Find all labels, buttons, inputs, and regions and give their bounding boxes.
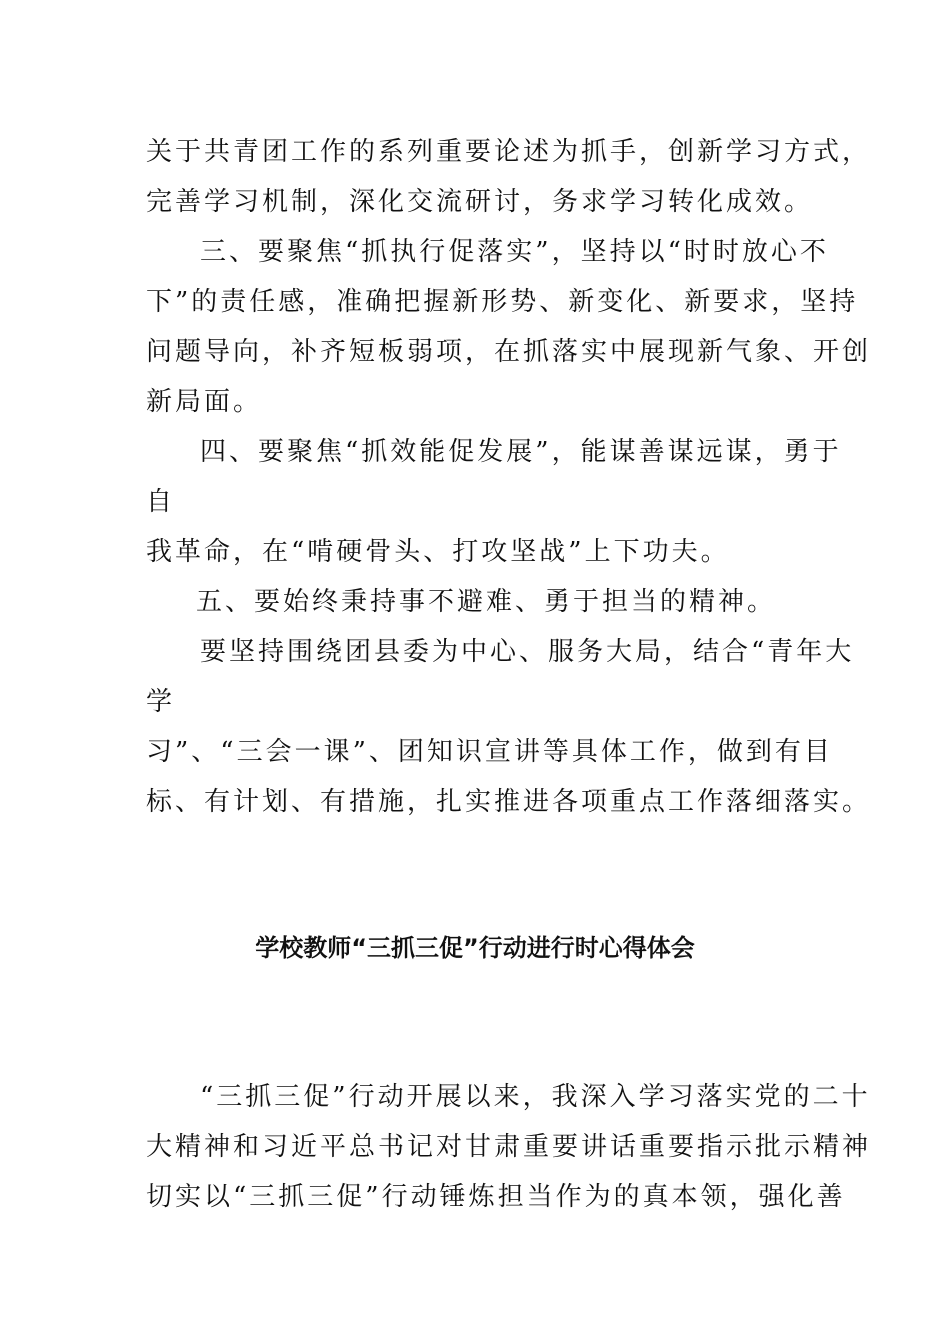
paragraph-line: “三抓三促”行动开展以来，我深入学习落实党的二十	[200, 1082, 871, 1112]
paragraph-line: 问题导向，补齐短板弱项，在抓落实中展现新气象、开创	[146, 337, 872, 367]
paragraph-line: 切实以“三抓三促”行动锤炼担当作为的真本领，强化善	[146, 1182, 846, 1212]
paragraph-line: 下”的责任感，准确把握新形势、新变化、新要求，坚持	[146, 287, 859, 317]
paragraph-line: 习”、“三会一课”、团知识宣讲等具体工作，做到有目	[146, 737, 833, 767]
paragraph-line: 我革命，在“啃硬骨头、打攻坚战”上下功夫。	[146, 537, 730, 567]
paragraph-line: 大精神和习近平总书记对甘肃重要讲话重要指示批示精神	[146, 1132, 872, 1162]
paragraph-line: 要坚持围绕团县委为中心、服务大局，结合“青年大	[200, 637, 855, 667]
paragraph-line: 标、有计划、有措施，扎实推进各项重点工作落细落实。	[146, 787, 872, 817]
paragraph-line: 三、要聚焦“抓执行促落实”，坚持以“时时放心不	[200, 237, 829, 267]
paragraph-line: 新局面。	[146, 387, 263, 417]
paragraph-line: 五、要始终秉持事不避难、勇于担当的精神。	[196, 587, 777, 617]
section-title: 学校教师“三抓三促”行动进行时心得体会	[255, 934, 695, 962]
paragraph-line: 关于共青团工作的系列重要论述为抓手，创新学习方式，	[146, 137, 872, 167]
paragraph-line: 四、要聚焦“抓效能促发展”，能谋善谋远谋，勇于	[200, 437, 842, 467]
paragraph-line: 完善学习机制，深化交流研讨，务求学习转化成效。	[146, 187, 814, 217]
paragraph-line: 学	[146, 687, 176, 717]
paragraph-line: 自	[146, 487, 176, 517]
